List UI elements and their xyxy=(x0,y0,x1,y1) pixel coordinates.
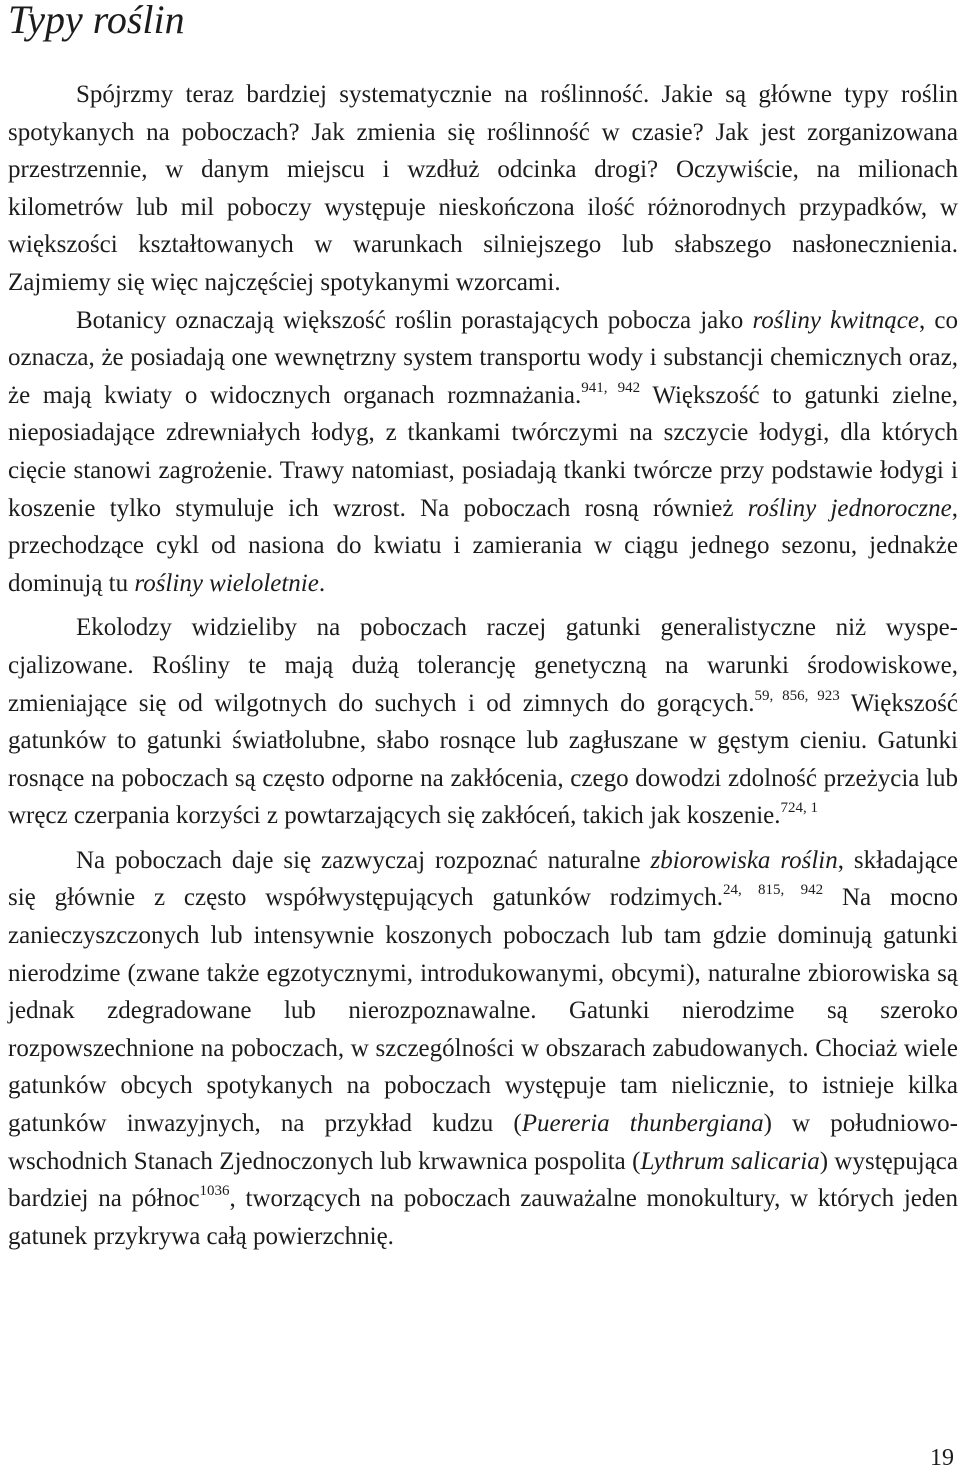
term-annual-plants: rośliny jednoroczne xyxy=(747,494,952,522)
page-number: 19 xyxy=(930,1445,954,1471)
paragraph-4 xyxy=(8,842,958,1256)
text-run: ) w południowo-wschodnich Stanach Zjednoczonych lub krwawnica pospolita ( xyxy=(8,1110,958,1175)
footnote-ref: 724, 1 xyxy=(780,800,818,817)
text-run: Większość gatunków to gatunki światłolubne, słabo rosnące lub zagłuszane w gęstym cieniu. Gatunki rosnące na poboczach są często odporne na zakłócenia, czego dowodzi zdolność przeżycia lub wręcz czerpania korzyści z powtarzających się zakłóceń, takich jak koszenie. xyxy=(8,689,959,830)
text-run: , składające się głównie z często współwystępujących gatunków rodzimych. xyxy=(8,846,958,912)
body-text xyxy=(8,76,958,1255)
text-run: Ekolodzy widzieliby na poboczach raczej gatunki generalistyczne niż wyspecjalizowane. Rośliny te mają dużą tolerancję genetyczną na warunki środowiskowe, zmieniające się od wilgotnych do suchych i od zimnych do gorących. xyxy=(8,614,958,717)
footnote-ref: 941, 942 xyxy=(581,379,641,396)
text-run: , przechodzące cykl od nasiona do kwiatu i zamierania w ciągu jednego sezonu, jednakże dominują tu xyxy=(8,494,958,597)
species-name-kudzu: Puereria thunbergiana xyxy=(521,1110,764,1138)
text-run: ) występująca bardziej na północ xyxy=(8,1147,958,1213)
text-run: . xyxy=(318,569,326,597)
text-run: , co oznacza, że posiadają one wewnętrzny system transportu wody i substancji chemicznych oraz, że mają kwiaty o widocznych organach rozmnażania. xyxy=(8,306,959,409)
term-flowering-plants: rośliny kwitnące xyxy=(752,306,919,334)
footnote-ref: 24, 815, 942 xyxy=(722,882,824,899)
paragraph-3 xyxy=(8,609,958,835)
text-run: Na poboczach daje się zazwyczaj rozpoznać naturalne xyxy=(76,846,651,874)
footnote-ref: 59, 856, 923 xyxy=(754,687,840,704)
text-run: Botanicy oznaczają większość roślin porastających pobocza jako xyxy=(76,306,753,334)
footnote-ref: 1036 xyxy=(199,1183,230,1200)
species-name-loosestrife: Lythrum salicaria xyxy=(640,1147,820,1175)
text-run: Na mocno zanieczyszczonych lub intensywnie koszonych poboczach lub tam gdzie dominują gatunki nierodzime (zwane także egzotycznymi, introdukowanymi, obcymi), naturalne zbiorowiska są jednak zdegradowane lub nierozpoznawalne. Gatunki nierodzime są szeroko rozpowszechnione na poboczach, w szczególności w obszarach zabudowanych. Chociaż wiele gatunków obcych spotykanych na poboczach występuje tam nielicznie, to istnieje kilka gatunków inwazyjnych, na przykład kudzu ( xyxy=(8,884,959,1138)
text-run: , tworzących na poboczach zauważalne monokultury, w których jeden gatunek przykrywa całą powierzchnię. xyxy=(8,1185,958,1250)
section-title: Typy roślin xyxy=(8,0,185,42)
paragraph-2 xyxy=(8,302,958,603)
term-perennial-plants: rośliny wieloletnie xyxy=(134,569,319,597)
term-plant-communities: zbiorowiska roślin xyxy=(650,846,838,874)
text-run: Większość to gatunki zielne, nieposiadające zdrewniałych łodyg, z tkankami twórczymi na szczycie łodygi, dla których cięcie stanowi zagrożenie. Trawy natomiast, posiadają tkanki twórcze przy podstawie łodygi i koszenie tylko stymuluje ich wzrost. Na poboczach rosną również xyxy=(8,381,959,522)
paragraph-1 xyxy=(8,76,958,302)
paragraph-1-text: Spójrzmy teraz bardziej systematycznie na roślinność. Jakie są główne typy roślin spotykanych na poboczach? Jak zmienia się roślinność w czasie? Jak jest zorganizowana przestrzennie, w danym miejscu i wzdłuż odcinka drogi? Oczywiście, na milionach kilometrów lub mil poboczy występuje nieskończona ilość różnorodnych przypadków, w większości kształtowanych w warunkach silniejszego lub słabszego nasłonecznienia. Zajmiemy się więc najczęściej spotykanymi wzorcami. xyxy=(8,81,958,296)
